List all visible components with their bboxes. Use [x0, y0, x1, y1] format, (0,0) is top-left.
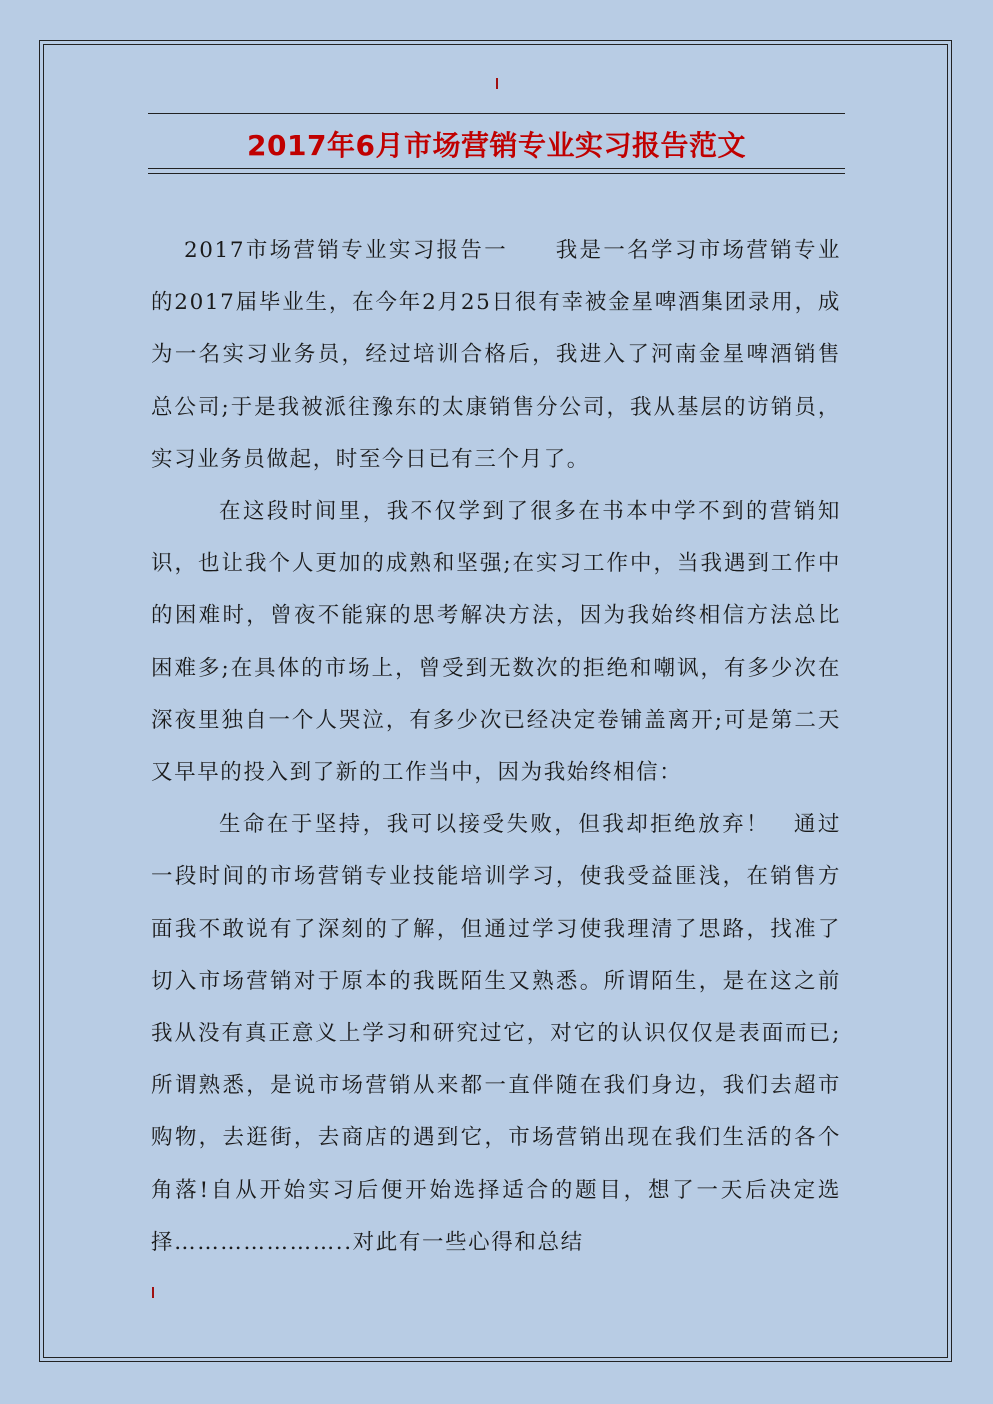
title-bottom-rule: [148, 168, 845, 169]
title-top-rule: [148, 113, 845, 114]
document-title: 2017年6月市场营销专业实习报告范文: [247, 129, 746, 162]
paragraph-1: 2017市场营销专业实习报告一 我是一名学习市场营销专业的2017届毕业生，在今年2月25日很有幸被金星啤酒集团录用，成为一名实习业务员，经过培训合格后，我进入了河南金星啤酒销售总公司;于是我被派往豫东的太康销售分公司，我从基层的访销员，实习业务员做起，时至今日已有三个月了。: [151, 238, 841, 472]
text-cursor-marker: [496, 78, 498, 89]
document-body: [151, 225, 841, 1269]
paragraph-3: 生命在于坚持，我可以接受失败，但我却拒绝放弃！ 通过一段时间的市场营销专业技能培训学习，使我受益匪浅，在销售方面我不敢说有了深刻的了解，但通过学习使我理清了思路，找准了切入市场营销对于原本的我既陌生又熟悉。所谓陌生，是在这之前我从没有真正意义上学习和研究过它，对它的认识仅仅是表面而已;所谓熟悉，是说市场营销从来都一直伴随在我们身边，我们去超市购物，去逛街，去商店的遇到它，市场营销出现在我们生活的各个角落!自从开始实习后便开始选择适合的题目，想了一天后决定选择…………………..对此有一些心得和总结: [151, 812, 841, 1255]
text-cursor-marker-bottom: [152, 1287, 154, 1298]
paragraph-2: 在这段时间里，我不仅学到了很多在书本中学不到的营销知识，也让我个人更加的成熟和坚强;在实习工作中，当我遇到工作中的困难时，曾夜不能寐的思考解决方法，因为我始终相信方法总比困难多;在具体的市场上，曾受到无数次的拒绝和嘲讽，有多少次在深夜里独自一个人哭泣，有多少次已经决定卷铺盖离开;可是第二天又早早的投入到了新的工作当中，因为我始终相信：: [151, 499, 841, 786]
title-bottom-rule-double: [148, 173, 845, 174]
